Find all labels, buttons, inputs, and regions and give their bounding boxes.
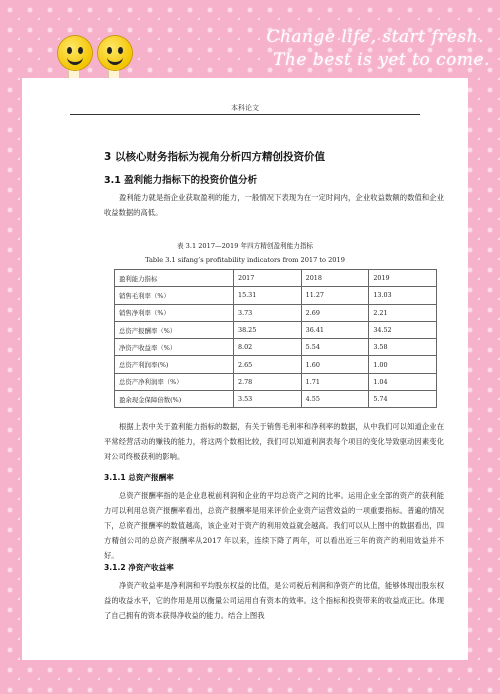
table-cell: 15.31 xyxy=(234,287,302,304)
table-cell: 36.41 xyxy=(301,321,369,338)
table-cell: 总资产净利润率（%） xyxy=(115,373,234,390)
table-cell: 3.73 xyxy=(234,304,302,321)
table-caption-en: Table 3.1 sifang’s profitability indicators from 2017 to 2019 xyxy=(145,256,345,264)
table-caption-cn: 表 3.1 2017—2019 年四方精创盈利能力指标 xyxy=(176,242,314,250)
table-cell: 销售净利率（%） xyxy=(115,304,234,321)
table-cell: 2.21 xyxy=(369,304,437,321)
table-cell: 2.69 xyxy=(301,304,369,321)
table-cell: 34.52 xyxy=(369,321,437,338)
table-header-cell: 盈利能力指标 xyxy=(115,270,234,287)
section-title: 3 以核心财务指标为视角分析四方精创投资价值 xyxy=(104,151,325,163)
table-cell: 11.27 xyxy=(301,287,369,304)
table-cell: 1.60 xyxy=(301,356,369,373)
smiley-face-icon xyxy=(98,36,132,70)
table-header-cell: 2019 xyxy=(369,270,437,287)
table-cell: 3.58 xyxy=(369,339,437,356)
table-cell: 盈余现金保障倍数(%) xyxy=(115,391,234,408)
heading-3-1-1: 3.1.1 总资产报酬率 xyxy=(104,473,174,482)
profitability-table xyxy=(114,269,437,408)
paper-sheet xyxy=(22,78,468,660)
table-cell: 1.71 xyxy=(301,373,369,390)
paragraph-3: 总资产报酬率指的是企业息税前利润和企业的平均总资产之间的比率。运用企业全部的资产的获利能力可以利用总资产报酬率看出，总资产报酬率是用来评价企业资产运营效益的一项重要指标。普遍的情况下，总资产报酬率的数值越高，该企业对于资产的利用效益就会越高。我们可以从上图中的数据看出，四方精创公司的总资产报酬率从2017 年以来，连续下降了两年，可以看出近三年的资产的利用效益并不好。 xyxy=(104,491,444,560)
table-cell: 1.04 xyxy=(369,373,437,390)
header-divider xyxy=(70,114,420,115)
table-cell: 4.55 xyxy=(301,391,369,408)
table-header-row xyxy=(115,270,437,287)
table-cell: 2.78 xyxy=(234,373,302,390)
paragraph-4: 净资产收益率是净利润和平均股东权益的比值，是公司税后利润和净资产的比值，能够体现出股东权益的收益水平，它的作用是用以衡量公司运用自有资本的效率。这个指标和投资带来的收益成正比。体现了自己拥有的资本获得净收益的能力。结合上图我 xyxy=(104,581,444,620)
smiley-face-icon xyxy=(58,36,92,70)
table-cell: 总资产利润率(%) xyxy=(115,356,234,373)
table-cell: 3.53 xyxy=(234,391,302,408)
slogan-line-1: Change life, start fresh. xyxy=(266,27,484,47)
table-cell: 13.03 xyxy=(369,287,437,304)
table-cell: 5.74 xyxy=(369,391,437,408)
heading-3-1-2: 3.1.2 净资产收益率 xyxy=(104,563,174,572)
table-row xyxy=(115,356,437,373)
table-cell: 销售毛利率（%） xyxy=(115,287,234,304)
table-cell: 总资产报酬率（%） xyxy=(115,321,234,338)
table-cell: 8.02 xyxy=(234,339,302,356)
page-header: 本科论文 xyxy=(231,104,259,112)
table-header-cell: 2017 xyxy=(234,270,302,287)
table-row xyxy=(115,304,437,321)
table-cell: 1.00 xyxy=(369,356,437,373)
paragraph-2: 根据上表中关于盈利能力指标的数据，有关于销售毛利率和净利率的数据，从中我们可以知道企业在平常经营活动的赚钱的能力，将这两个数相比较，我们可以知道利润表每个项目的变化导致驱动因素变化对公司终极获利的影响。 xyxy=(104,422,444,461)
table-cell: 5.54 xyxy=(301,339,369,356)
table-row xyxy=(115,373,437,390)
table-row xyxy=(115,339,437,356)
table-cell: 净资产收益率（%） xyxy=(115,339,234,356)
table-row xyxy=(115,391,437,408)
table-cell: 38.25 xyxy=(234,321,302,338)
table-cell: 2.65 xyxy=(234,356,302,373)
table-header-cell: 2018 xyxy=(301,270,369,287)
table-row xyxy=(115,287,437,304)
table-row xyxy=(115,321,437,338)
slogan-line-2: The best is yet to come. xyxy=(273,50,490,70)
paragraph-1: 盈利能力就是指企业获取盈利的能力，一般情况下表现为在一定时间内，企业收益数额的数值和企业收益数据的高低。 xyxy=(104,193,444,217)
subsection-title: 3.1 盈利能力指标下的投资价值分析 xyxy=(104,175,258,186)
